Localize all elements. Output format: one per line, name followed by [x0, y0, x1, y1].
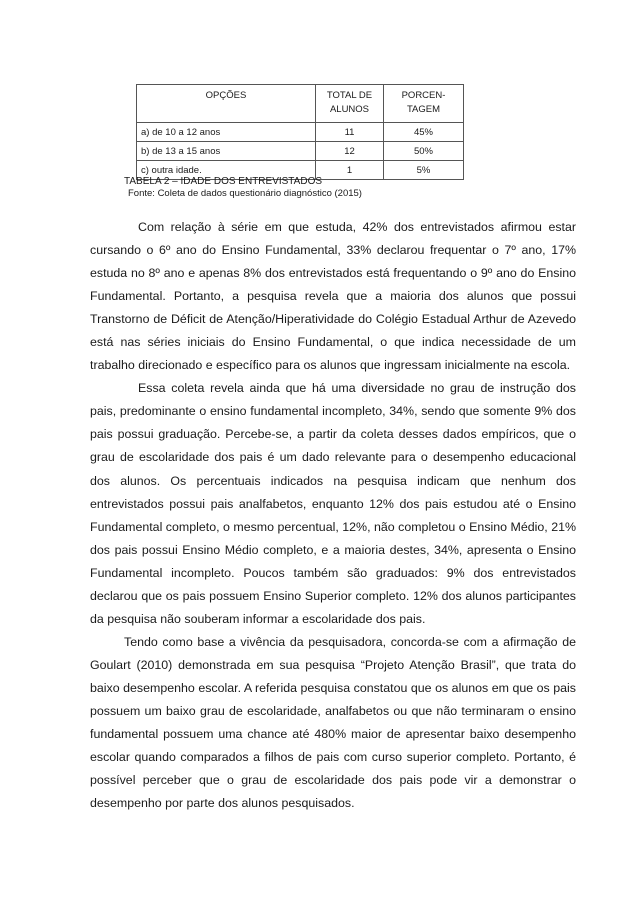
header-percent-line2: TAGEM: [406, 104, 441, 115]
table-cell-option: a) de 10 a 12 anos: [137, 123, 316, 142]
table-caption-title: TABELA 2 – IDADE DOS ENTREVISTADOS: [124, 176, 323, 187]
header-options-text: OPÇÕES: [205, 90, 247, 101]
table-cell-total: 11: [316, 123, 384, 142]
paragraph-goulart-research: Tendo como base a vivência da pesquisadora, concorda-se com a afirmação de Goulart (2010) demonstrada em sua pesquisa “Projeto Atenção Brasil”, que trata do baixo desempenho escolar. A referida pesquisa constatou que os alunos em que os pais possuem um baixo grau de escolaridade, analfabetos ou que não terminaram o ensino fundamental possuem uma chance até 480% maior de apresentar baixo desempenho escolar quando comparados a filhos de pais com curso superior completo. Portanto, é possível perceber que o grau de escolaridade dos pais pode vir a demonstrar o desempenho por parte dos alunos pesquisados.: [90, 634, 576, 811]
table-cell-percent: 45%: [384, 123, 464, 142]
table-header-row: [137, 85, 464, 123]
paragraph-grade-distribution: Com relação à série em que estuda, 42% dos entrevistados afirmou estar cursando o 6º ano do Ensino Fundamental, 33% declarou frequentar o 7º ano, 17% estuda no 8º ano e apenas 8% dos entrevistados está frequentando o 9º ano do Ensino Fundamental. Portanto, a pesquisa revela que a maioria dos alunos que possui Transtorno de Déficit de Atenção/Hiperatividade do Colégio Estadual Arthur de Azevedo está nas séries iniciais do Ensino Fundamental, o que indica necessidade de um trabalho direcionado e específico para os alunos que ingressam inicialmente na escola.: [90, 220, 576, 373]
table-cell-option: b) de 13 a 15 anos: [137, 142, 316, 161]
table-row: [137, 123, 464, 142]
header-total-line1: TOTAL DE: [326, 90, 373, 101]
header-total-line2: ALUNOS: [329, 104, 370, 115]
body-text: [90, 216, 576, 815]
table-cell-percent: 50%: [384, 142, 464, 161]
age-table: [136, 84, 464, 180]
header-total-students: [316, 85, 384, 123]
table-caption: [124, 176, 362, 200]
table-cell-option: c) outra idade.: [137, 161, 316, 180]
age-table-container: [136, 84, 463, 180]
header-options: [137, 85, 316, 123]
table-cell-percent: 5%: [384, 161, 464, 180]
table-row: [137, 142, 464, 161]
header-percentage: [384, 85, 464, 123]
table-caption-source: Fonte: Coleta de dados questionário diagnóstico (2015): [128, 188, 362, 199]
paragraph-parents-education: Essa coleta revela ainda que há uma diversidade no grau de instrução dos pais, predominante o ensino fundamental incompleto, 34%, sendo que somente 9% dos pais possui graduação. Percebe-se, a partir da coleta desses dados empíricos, que o grau de escolaridade dos pais é um dado relevante para o desempenho educacional dos alunos. Os percentuais indicados na pesquisa indicam que nenhum dos entrevistados possui pais analfabetos, enquanto 12% dos pais estudou até o Ensino Fundamental completo, o mesmo percentual, 12%, não completou o Ensino Médio, 21% dos pais possui Ensino Médio completo, e a maioria destes, 34%, apresenta o Ensino Fundamental incompleto. Poucos também são graduados: 9% dos entrevistados declarou que os pais possuem Ensino Superior completo. 12% dos alunos participantes da pesquisa não souberam informar a escolaridade dos pais.: [90, 381, 576, 626]
table-cell-total: 12: [316, 142, 384, 161]
table-cell-total: 1: [316, 161, 384, 180]
header-percent-line1: PORCEN-: [401, 90, 446, 101]
